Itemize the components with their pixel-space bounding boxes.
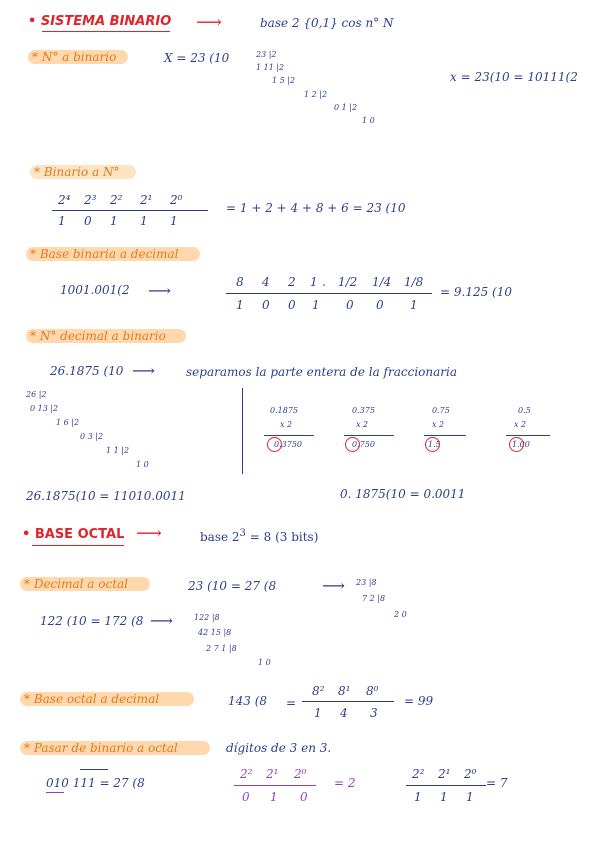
mult-r: 1.5 [428,440,441,449]
fraction-line [406,785,486,786]
bo-bit: 1 [466,790,474,804]
div-line: 1 0 [136,460,149,469]
subsection-base-binaria: * Base binaria a decimal [30,247,179,261]
fraction-line [302,701,394,702]
bo-pow: 2¹ [438,767,451,781]
dec-num: 26.1875 (10 [50,364,124,378]
div-line: 42 15 |8 [198,628,232,637]
frac-head: 1/4 [372,275,392,289]
frac-head: 1/8 [404,275,424,289]
bo-pow: 2² [412,767,425,781]
oct-23: 23 (10 = 27 (8 [188,579,277,593]
group-overline [80,769,108,770]
div-line: 26 |2 [26,390,47,399]
div-line: 1 0 [258,658,271,667]
circled-digit [425,437,440,452]
mult-b: x 2 [280,420,293,429]
oct-pow: 8⁰ [366,684,379,698]
arrow-icon: ⟶ [136,523,162,544]
pow: 2⁴ [58,193,71,207]
result-23: x = 23(10 = 10111(2 [450,70,578,84]
oct-122: 122 (10 = 172 (8 [40,614,144,628]
arrow-icon: ⟶ [196,12,222,33]
arrow-icon: ⟶ [150,611,173,630]
circled-digit [345,437,360,452]
oct-dec-result: = 99 [404,694,434,708]
div-line: 7 2 |8 [362,594,386,603]
frac-head: 2 [288,275,296,289]
frac-head: 1 [310,275,318,289]
oct-pow: 8² [312,684,325,698]
frac-bit: 1 [236,298,244,312]
subsection-binario-a-octal: * Pasar de binario a octal [24,741,178,755]
mult-line [344,435,394,436]
arrow-icon: ⟶ [322,576,345,595]
div-line: 1 1 |2 [106,446,130,455]
div-line: 0 13 |2 [30,404,59,413]
mult-line [264,435,314,436]
circled-digit [509,437,524,452]
bo-bit: 1 [414,790,422,804]
bit: 1 [58,214,66,228]
frac-bit: 0 [346,298,354,312]
fraction-line [52,210,208,211]
title-underline [32,545,124,546]
fraction-line [234,785,316,786]
x-value: X = 23 (10 [164,51,230,65]
div-line: 1 11 |2 [256,63,285,72]
subsection-binario-a-n: * Binario a N° [34,165,120,179]
bin-oct-note: dígitos de 3 en 3. [226,741,332,755]
div-line: 23 |8 [356,578,377,587]
bo-pow: 2⁰ [294,767,307,781]
subsection-decimal-a-octal: * Decimal a octal [24,577,129,591]
div-line: 0 1 |2 [334,103,358,112]
mult-r: 0.750 [352,440,375,449]
oct-digit: 4 [340,706,348,720]
frac-bit: 0 [288,298,296,312]
bo-result-a: = 2 [334,776,356,790]
pow: 2⁰ [170,193,183,207]
pow: 2¹ [140,193,153,207]
frac-head: 1/2 [338,275,358,289]
oct-digit: 3 [370,706,378,720]
bo-pow: 2¹ [266,767,279,781]
bo-bit: 1 [440,790,448,804]
section-title-octal: • BASE OCTAL [22,527,125,542]
subsection-decimal-a-binario: * N° decimal a binario [30,329,166,343]
pow: 2³ [84,193,97,207]
circled-digit [267,437,282,452]
oct-dec-num: 143 (8 [228,694,268,708]
oct-digit: 1 [314,706,322,720]
fraction-line [226,293,432,294]
div-line: 2 7 1 |8 [206,644,237,653]
bit: 1 [140,214,148,228]
oct-pow: 8¹ [338,684,351,698]
sum-row: = 1 + 2 + 4 + 8 + 6 = 23 (10 [226,201,406,215]
div-line: 1 2 |2 [304,90,328,99]
mult-b: x 2 [356,420,369,429]
mult-a: 0.375 [352,406,375,415]
frac-head: . [322,275,326,289]
bin-oct-num: 010 111 = 27 (8 [46,776,145,790]
subsection-octal-a-decimal: * Base octal a decimal [24,692,160,706]
divider-line [242,388,243,474]
frac-result: = 9.125 (10 [440,285,512,299]
bin-frac: 1001.001(2 [60,283,130,297]
mult-a: 0.5 [518,406,531,415]
bit: 0 [84,214,92,228]
mult-a: 0.1875 [270,406,298,415]
subsection-n-a-binario: * N° a binario [32,50,117,64]
mult-b: x 2 [514,420,527,429]
div-line: 0 3 |2 [80,432,104,441]
frac-bit: 1 [410,298,418,312]
title-underline [42,31,170,32]
div-line: 23 |2 [256,50,277,59]
mult-a: 0.75 [432,406,450,415]
octal-desc: base $2^3 = 8$ (3 bits) [200,528,319,544]
mult-b: x 2 [432,420,445,429]
div-line: 2 0 [394,610,407,619]
exponent: 3 [239,528,246,539]
mult-line [424,435,466,436]
arrow-icon: ⟶ [132,361,155,380]
dec-separation: separamos la parte entera de la fraccionaria [186,365,457,379]
bo-result-b: = 7 [486,776,508,790]
frac-head: 4 [262,275,270,289]
div-line: 1 6 |2 [56,418,80,427]
section-title-binario: • SISTEMA BINARIO [28,14,172,29]
bo-bit: 0 [242,790,250,804]
frac-bit: 1 [312,298,320,312]
binario-desc: base 2 {0,1} cos n° N [260,16,394,30]
bo-bit: 1 [270,790,278,804]
div-line: 122 |8 [194,613,220,622]
frac-bit: 0 [376,298,384,312]
pow: 2² [110,193,123,207]
dec-result-frac: 0. 1875(10 = 0.0011 [340,487,466,501]
arrow-icon: ⟶ [148,281,171,300]
equals: = [286,696,297,710]
bo-bit: 0 [300,790,308,804]
mult-r: 0.3750 [274,440,302,449]
div-line: 1 5 |2 [272,76,296,85]
bo-pow: 2⁰ [464,767,477,781]
mult-line [506,435,550,436]
mult-r: 1.00 [512,440,530,449]
bo-pow: 2² [240,767,253,781]
bit: 1 [170,214,178,228]
frac-bit: 0 [262,298,270,312]
frac-head: 8 [236,275,244,289]
bit: 1 [110,214,118,228]
group-underline [46,792,64,793]
dec-result-int: 26.1875(10 = 11010.0011 [26,489,186,503]
div-line: 1 0 [362,116,375,125]
